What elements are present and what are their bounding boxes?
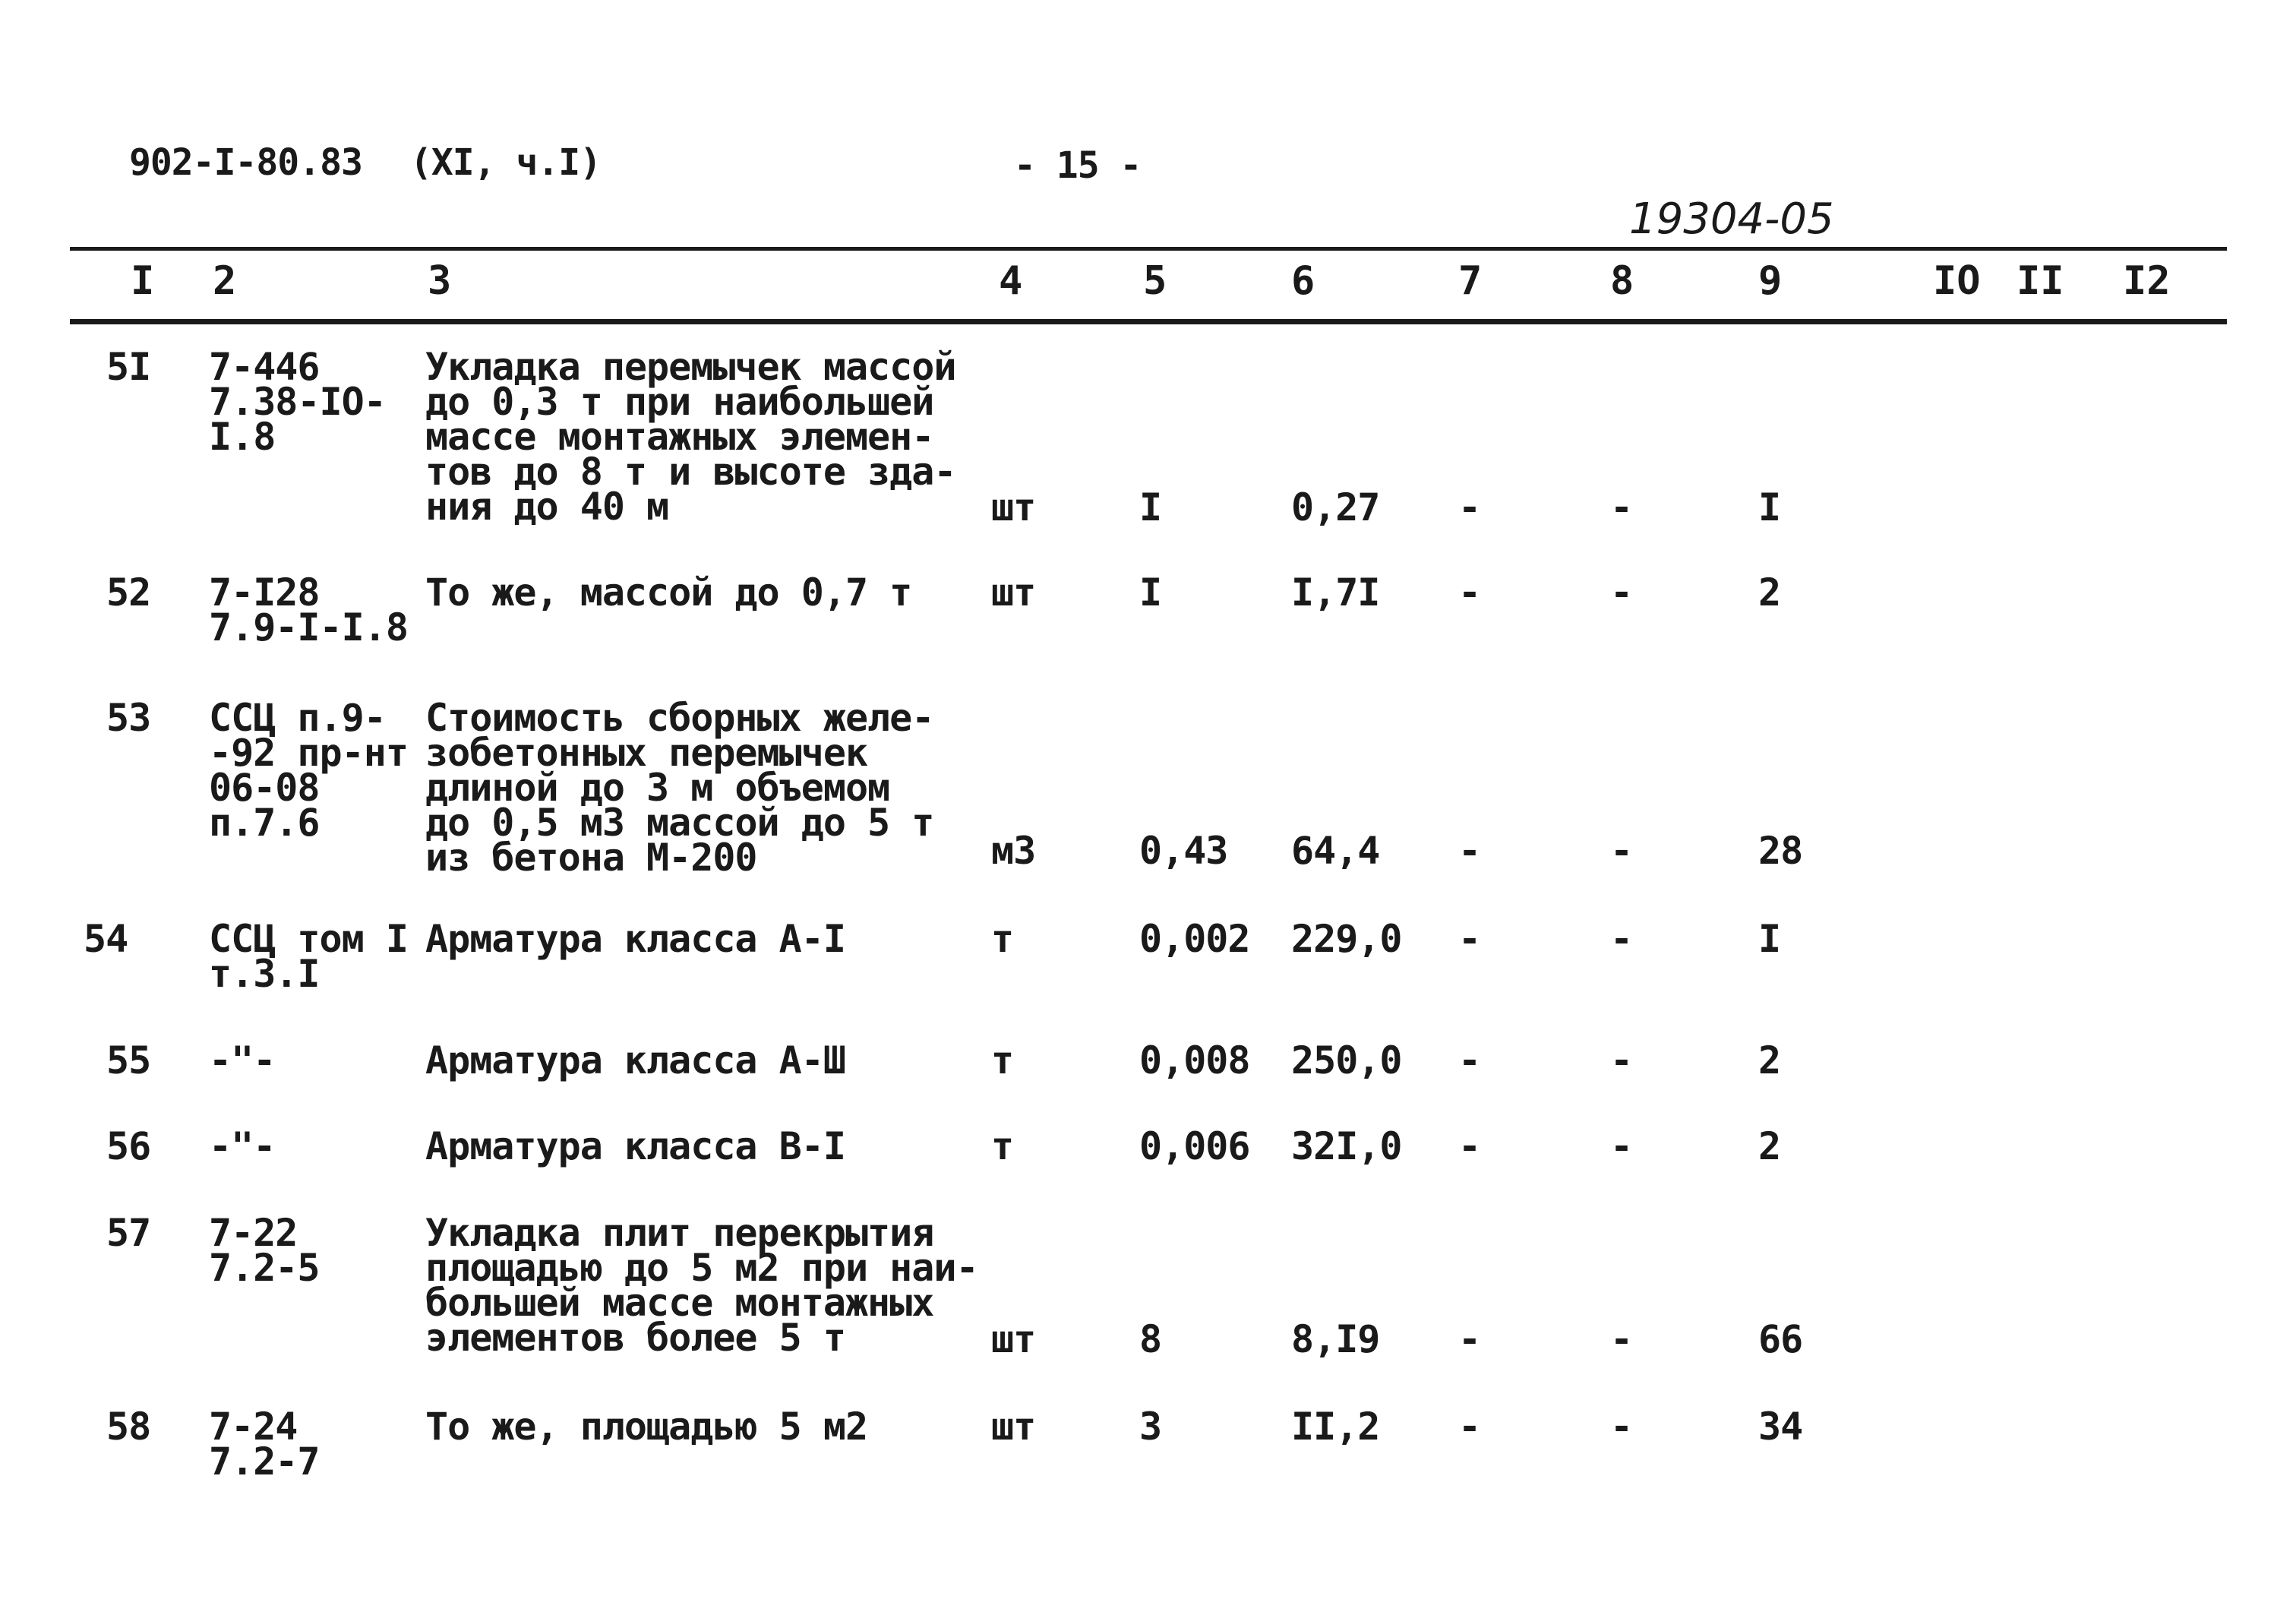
- column-header: 6: [1291, 258, 1315, 304]
- row-total: 2: [1758, 1124, 1781, 1168]
- row-col7: -: [1458, 1124, 1481, 1168]
- row-col8: -: [1610, 1124, 1633, 1168]
- page-number: - 15 -: [1014, 144, 1142, 187]
- row-number: 54: [84, 917, 128, 961]
- column-header: I2: [2123, 258, 2171, 304]
- row-col7: -: [1458, 1038, 1481, 1082]
- row-col7: -: [1458, 1405, 1481, 1449]
- row-description: Укладка плит перекрытия площадью до 5 м2 при наи- большей массе монтажных элементов более 5 т: [425, 1211, 978, 1360]
- row-quantity: 8: [1139, 1317, 1162, 1361]
- row-code: ССЦ п.9- -92 пр-нт 06-08 п.7.6: [209, 696, 408, 845]
- column-header: 9: [1758, 258, 1783, 304]
- row-code: ССЦ том I т.3.I: [209, 917, 408, 996]
- row-col7: -: [1458, 1317, 1481, 1361]
- row-quantity: I: [1139, 485, 1162, 529]
- row-col7: -: [1458, 570, 1481, 615]
- row-description: Стоимость сборных желе- зобетонных перемычек длиной до 3 м объемом до 0,5 м3 массой до 5 т из бетона М-200: [425, 696, 934, 880]
- row-col7: -: [1458, 917, 1481, 961]
- row-price: I,7I: [1291, 570, 1380, 615]
- row-col7: -: [1458, 485, 1481, 529]
- row-total: 66: [1758, 1317, 1803, 1361]
- row-total: 34: [1758, 1405, 1803, 1449]
- row-number: 56: [106, 1124, 151, 1168]
- row-total: 2: [1758, 1038, 1781, 1082]
- row-unit: м3: [991, 829, 1036, 873]
- column-header: II: [2017, 258, 2064, 304]
- column-header: 4: [999, 258, 1023, 304]
- row-col8: -: [1610, 917, 1633, 961]
- row-code: 7-I28 7.9-I-I.8: [209, 570, 408, 649]
- column-header: 3: [428, 258, 452, 304]
- row-quantity: 0,008: [1139, 1038, 1250, 1082]
- row-price: 229,0: [1291, 917, 1402, 961]
- row-code: 7-446 7.38-IO- I.8: [209, 345, 386, 459]
- row-col8: -: [1610, 485, 1633, 529]
- row-description: Укладка перемычек массой до 0,3 т при наибольшей массе монтажных элемен- тов до 8 т и высоте зда- ния до 40 м: [425, 345, 956, 529]
- row-unit: т: [991, 1124, 1014, 1168]
- column-header: IO: [1933, 258, 1981, 304]
- row-number: 58: [106, 1405, 151, 1449]
- row-unit: шт: [991, 485, 1036, 529]
- row-code: 7-24 7.2-7: [209, 1405, 320, 1484]
- table-header-rule: [70, 319, 2227, 324]
- table-top-rule: [70, 247, 2227, 251]
- row-description: Арматура класса А-I: [425, 917, 845, 961]
- row-number: 52: [106, 570, 151, 615]
- column-header: 5: [1143, 258, 1167, 304]
- row-quantity: 0,43: [1139, 829, 1228, 873]
- row-description: Арматура класса А-Ш: [425, 1038, 845, 1082]
- row-total: I: [1758, 485, 1781, 529]
- row-price: 0,27: [1291, 485, 1380, 529]
- column-header: 8: [1610, 258, 1634, 304]
- row-description: То же, площадью 5 м2: [425, 1405, 868, 1449]
- column-header: 2: [213, 258, 237, 304]
- column-header: I: [131, 258, 155, 304]
- row-col8: -: [1610, 1038, 1633, 1082]
- row-number: 53: [106, 696, 151, 740]
- row-col8: -: [1610, 1317, 1633, 1361]
- row-quantity: 0,006: [1139, 1124, 1250, 1168]
- row-price: 64,4: [1291, 829, 1380, 873]
- row-code: -"-: [209, 1124, 276, 1168]
- row-quantity: 3: [1139, 1405, 1162, 1449]
- row-unit: шт: [991, 570, 1036, 615]
- row-description: То же, массой до 0,7 т: [425, 570, 912, 615]
- row-number: 55: [106, 1038, 151, 1082]
- row-code: -"-: [209, 1038, 276, 1082]
- section-label: (XI, ч.I): [410, 141, 602, 184]
- row-unit: шт: [991, 1317, 1036, 1361]
- row-col7: -: [1458, 829, 1481, 873]
- column-header: 7: [1458, 258, 1483, 304]
- row-quantity: I: [1139, 570, 1162, 615]
- row-price: II,2: [1291, 1405, 1380, 1449]
- row-price: 8,I9: [1291, 1317, 1380, 1361]
- row-col8: -: [1610, 829, 1633, 873]
- row-total: 2: [1758, 570, 1781, 615]
- row-description: Арматура класса В-I: [425, 1124, 845, 1168]
- row-col8: -: [1610, 1405, 1633, 1449]
- row-col8: -: [1610, 570, 1633, 615]
- row-unit: шт: [991, 1405, 1036, 1449]
- doc-code: 902-I-80.83: [129, 141, 362, 184]
- row-total: I: [1758, 917, 1781, 961]
- row-total: 28: [1758, 829, 1803, 873]
- row-unit: т: [991, 917, 1014, 961]
- row-price: 32I,0: [1291, 1124, 1402, 1168]
- row-price: 250,0: [1291, 1038, 1402, 1082]
- row-quantity: 0,002: [1139, 917, 1250, 961]
- row-number: 57: [106, 1211, 151, 1255]
- row-unit: т: [991, 1038, 1014, 1082]
- inventory-number: 19304-05: [1629, 194, 1834, 244]
- row-number: 5I: [106, 345, 151, 389]
- row-code: 7-22 7.2-5: [209, 1211, 320, 1290]
